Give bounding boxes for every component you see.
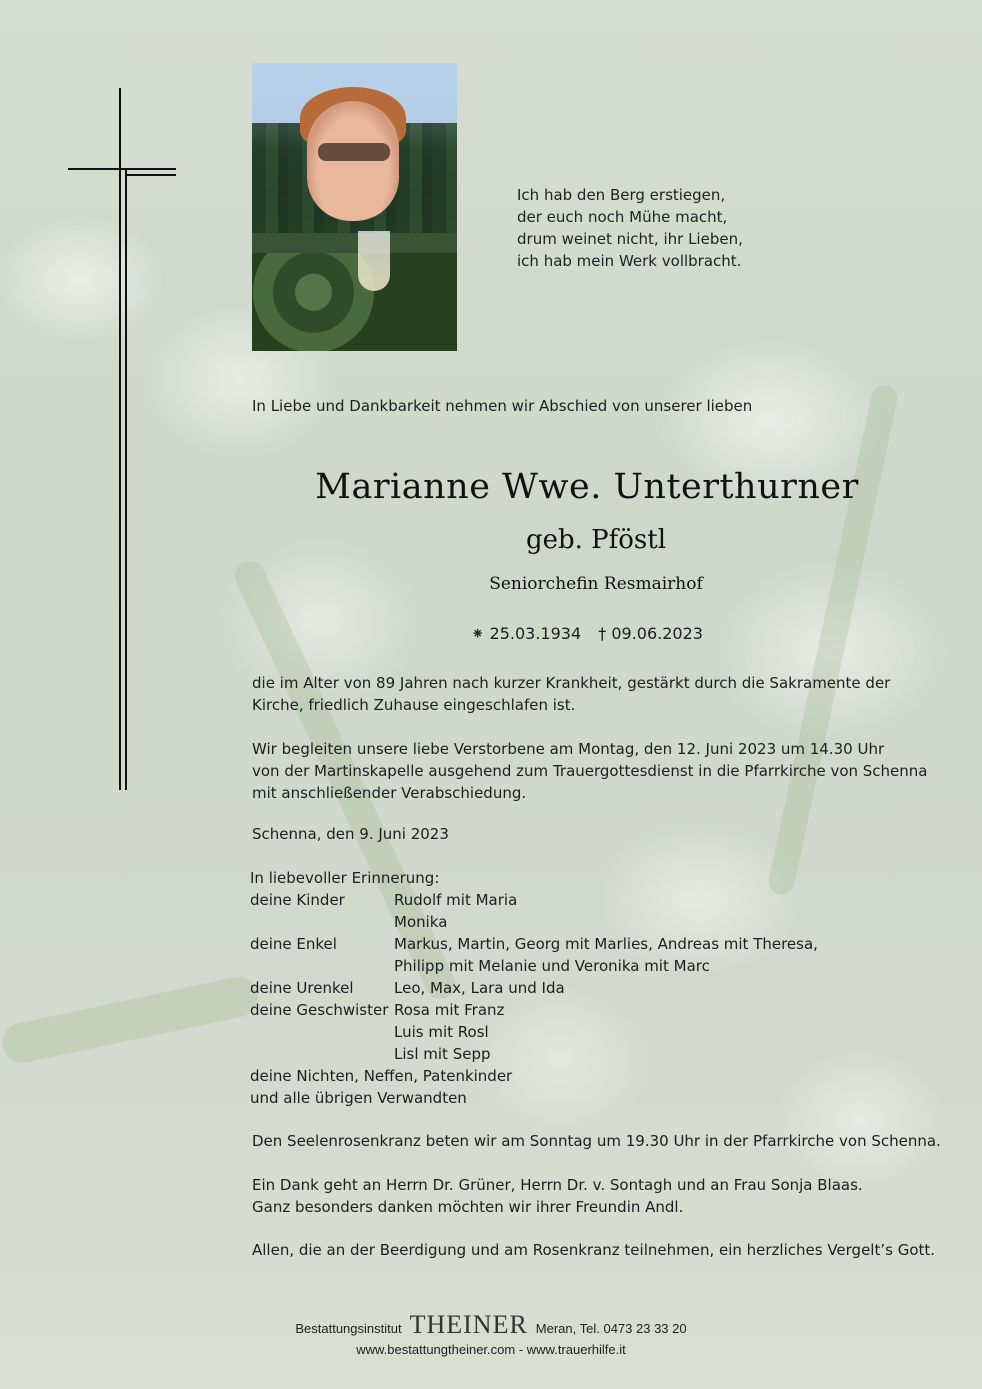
names: Luis mit Rosl — [394, 1023, 489, 1041]
text-line: von der Martinskapelle ausgehend zum Trauergottesdienst in die Pfarrkirche von Schenna — [252, 762, 928, 780]
maiden-name: geb. Pföstl — [525, 525, 667, 555]
family-row — [250, 999, 818, 1021]
background-stem — [0, 973, 261, 1066]
relation: deine Urenkel — [250, 979, 354, 997]
family-tail: deine Nichten, Neffen, Patenkinder — [250, 1067, 513, 1085]
poem-line: Ich hab den Berg erstiegen, — [517, 186, 726, 204]
birth-date: ⁕ 25.03.1934 — [471, 624, 582, 643]
names: Markus, Martin, Georg mit Marlies, Andreas mit Theresa, — [394, 935, 818, 953]
relation — [250, 1021, 394, 1043]
relation — [250, 1043, 394, 1065]
life-dates — [0, 624, 982, 643]
relation: deine Geschwister — [250, 1001, 389, 1019]
portrait-photo — [252, 63, 457, 351]
names: Leo, Max, Lara und Ida — [394, 979, 565, 997]
intro-text: In Liebe und Dankbarkeit nehmen wir Abschied von unserer lieben — [252, 397, 753, 415]
text-line: Ganz besonders danken möchten wir ihrer Freundin Andl. — [252, 1198, 684, 1216]
text-line: Ein Dank geht an Herrn Dr. Grüner, Herrn Dr. v. Sontagh und an Frau Sonja Blaas. — [252, 1176, 863, 1194]
death-date: † 09.06.2023 — [598, 624, 703, 643]
family-heading: In liebevoller Erinnerung: — [250, 869, 440, 887]
family-row — [250, 933, 818, 955]
place-date — [252, 823, 932, 845]
poem — [517, 184, 743, 272]
family-row — [250, 1043, 818, 1065]
relation: deine Enkel — [250, 935, 337, 953]
text-line: Allen, die an der Beerdigung und am Rosenkranz teilnehmen, ein herzliches Vergelt’s Gott. — [252, 1241, 936, 1259]
relation — [250, 911, 394, 933]
text-line: Den Seelenrosenkranz beten wir am Sonntag um 19.30 Uhr in der Pfarrkirche von Schenna. — [252, 1132, 941, 1150]
family-tail: und alle übrigen Verwandten — [250, 1089, 467, 1107]
family-list — [250, 867, 818, 1109]
funeral-home-footer — [0, 1310, 982, 1357]
names: Rudolf mit Maria — [394, 891, 518, 909]
text-line: Schenna, den 9. Juni 2023 — [252, 825, 449, 843]
paragraph-thanks — [252, 1174, 932, 1218]
poem-line: der euch noch Mühe macht, — [517, 208, 728, 226]
paragraph-closing — [252, 1239, 936, 1261]
funeral-home-logo: THEINER — [409, 1310, 528, 1339]
deceased-role: Seniorchefin Resmairhof — [489, 574, 703, 594]
family-row — [250, 1021, 818, 1043]
family-row — [250, 889, 818, 911]
deceased-name: Marianne Wwe. Unterthurner — [315, 467, 859, 507]
poem-line: ich hab mein Werk vollbracht. — [517, 252, 742, 270]
family-row — [250, 955, 818, 977]
names: Monika — [394, 913, 448, 931]
family-row — [250, 911, 818, 933]
names: Philipp mit Melanie und Veronika mit Marc — [394, 957, 710, 975]
footer-prefix: Bestattungsinstitut — [295, 1321, 402, 1336]
text-line: Wir begleiten unsere liebe Verstorbene am Montag, den 12. Juni 2023 um 14.30 Uhr — [252, 740, 885, 758]
family-row — [250, 977, 818, 999]
text-line: mit anschließender Verabschiedung. — [252, 784, 527, 802]
relation: deine Kinder — [250, 891, 345, 909]
names: Lisl mit Sepp — [394, 1045, 491, 1063]
text-line: Kirche, friedlich Zuhause eingeschlafen ist. — [252, 696, 576, 714]
poem-line: drum weinet nicht, ihr Lieben, — [517, 230, 743, 248]
paragraph-funeral — [252, 738, 932, 804]
names: Rosa mit Franz — [394, 1001, 505, 1019]
footer-contact: Meran, Tel. 0473 23 33 20 — [535, 1321, 687, 1336]
text-line: die im Alter von 89 Jahren nach kurzer Krankheit, gestärkt durch die Sakramente der — [252, 674, 891, 692]
paragraph-rosary — [252, 1130, 941, 1152]
paragraph-passing — [252, 672, 932, 716]
footer-websites: www.bestattungtheiner.com - www.trauerhilfe.it — [356, 1342, 626, 1357]
relation — [250, 955, 394, 977]
